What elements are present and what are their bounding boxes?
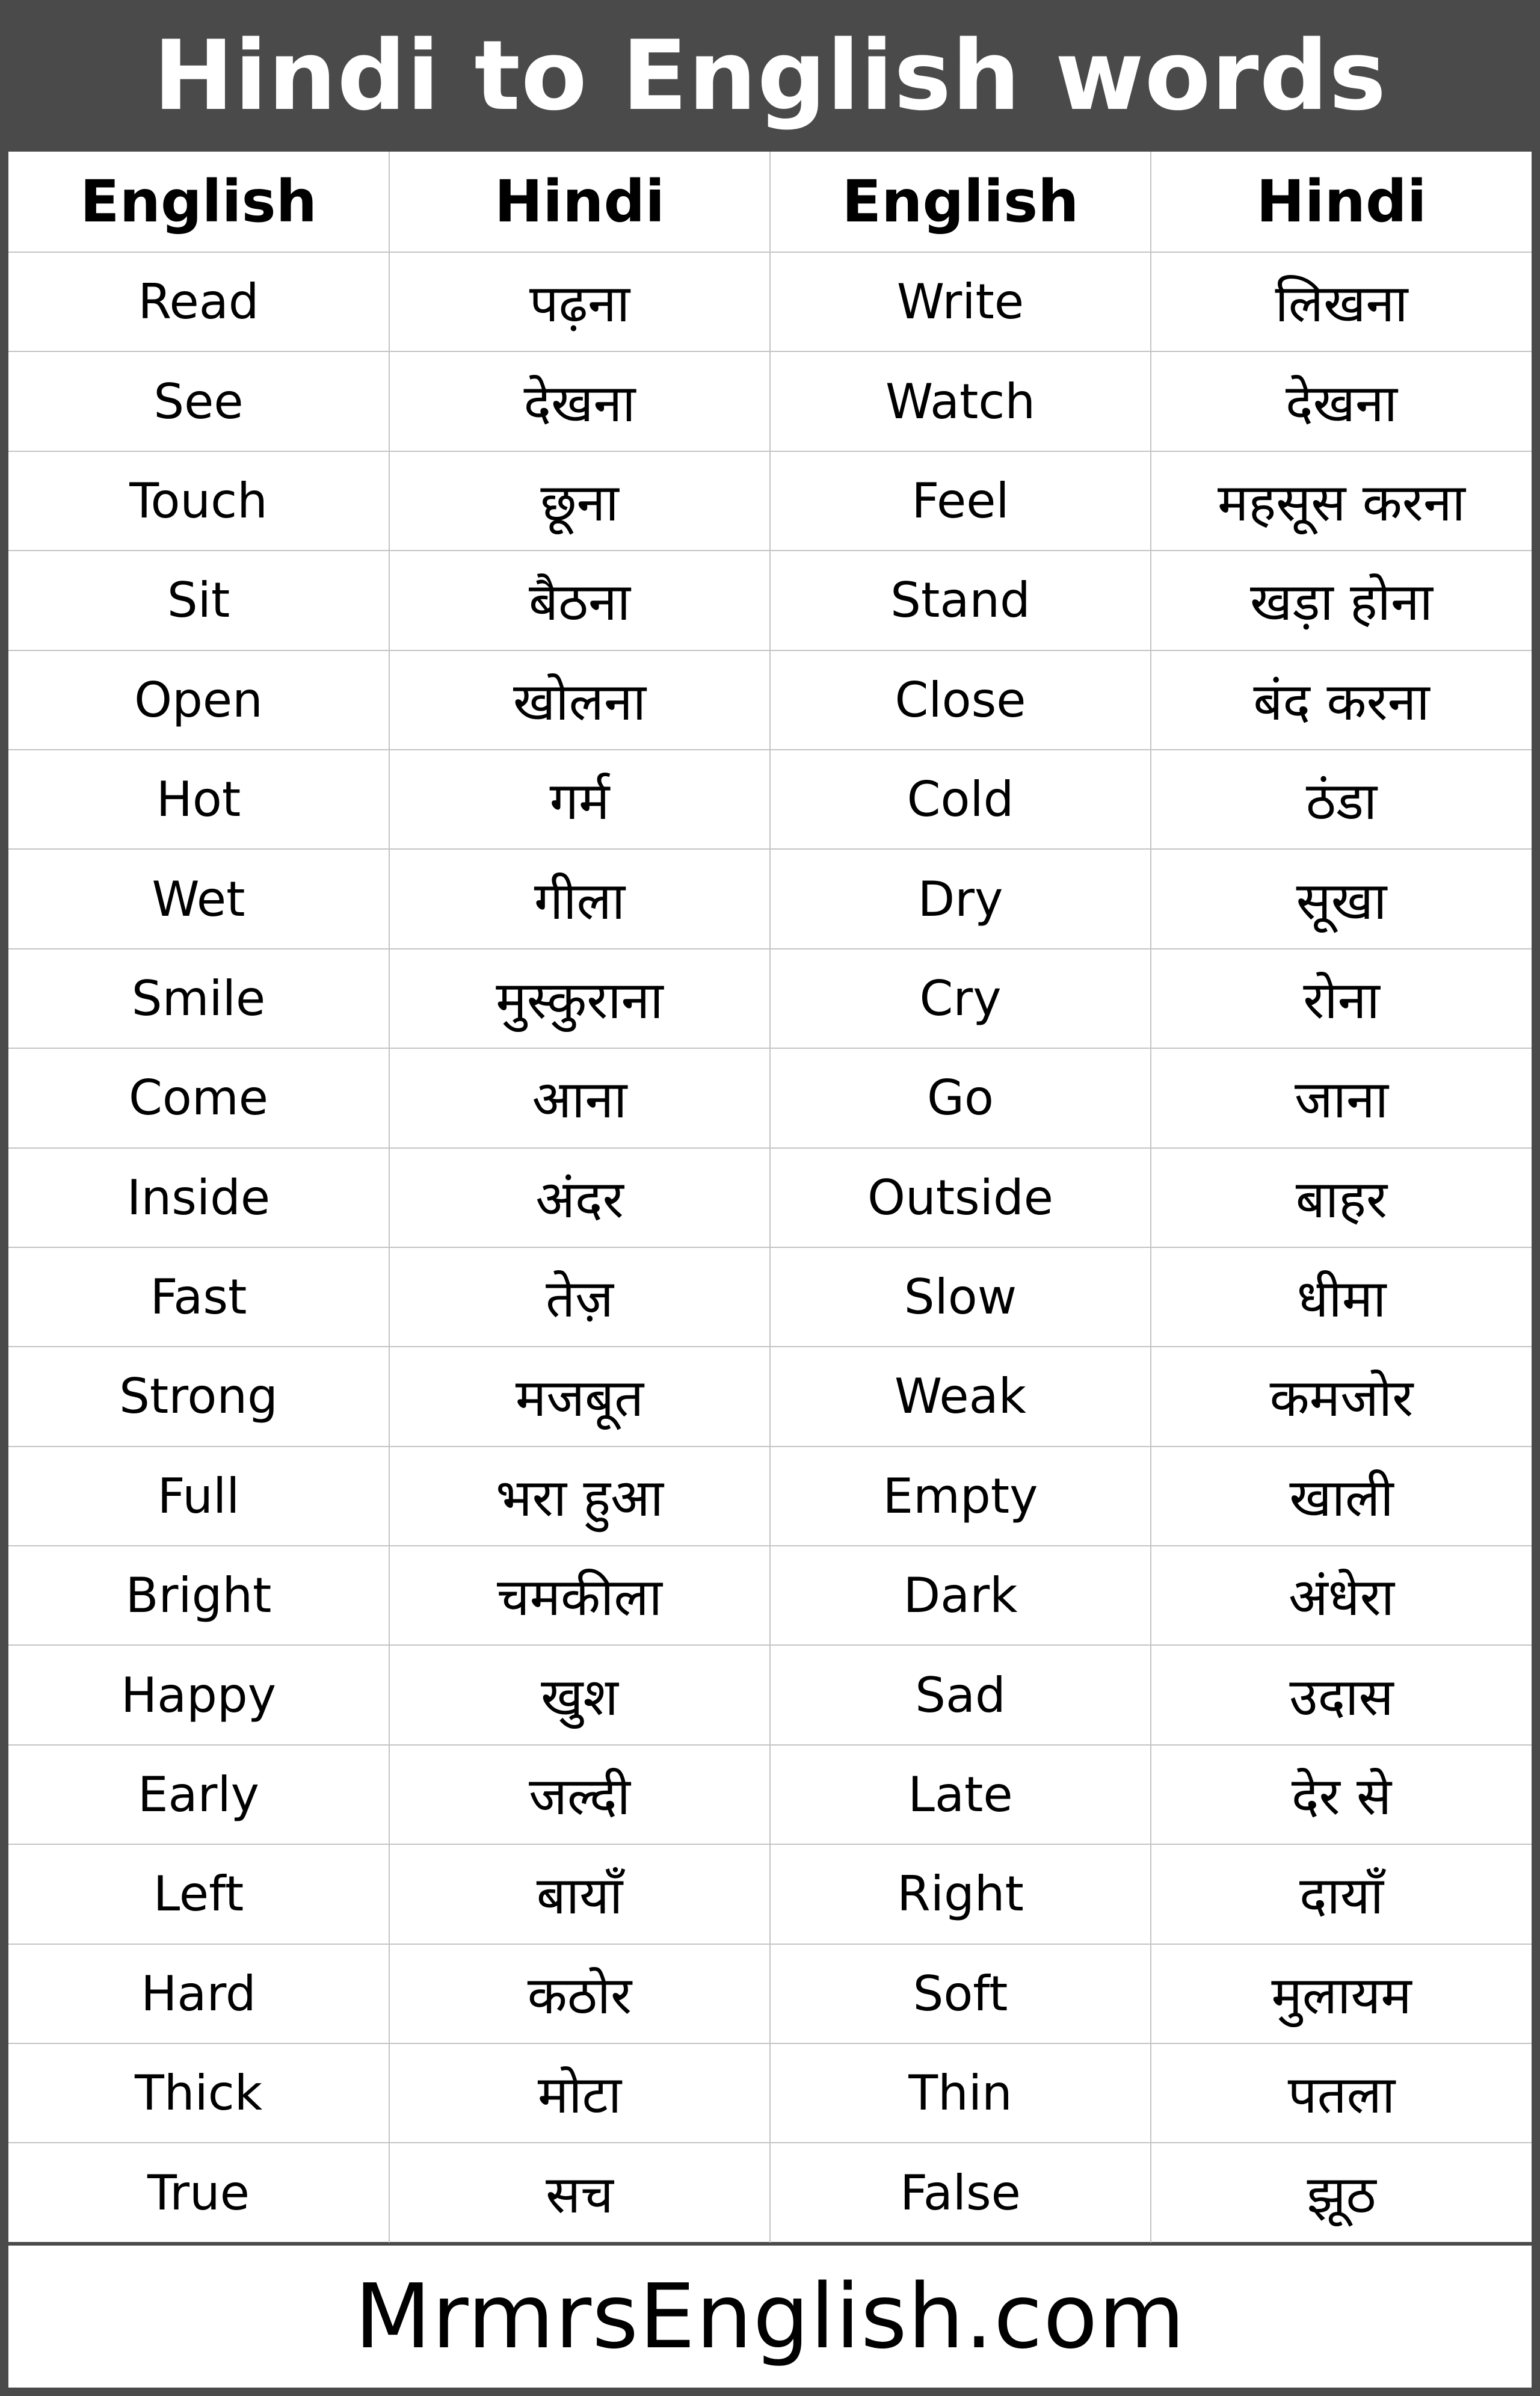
english-word-cell: Stand — [770, 551, 1151, 650]
table-row — [8, 252, 1532, 351]
english-word-cell: Right — [770, 1844, 1151, 1944]
hindi-word-cell: अंधेरा — [1151, 1546, 1532, 1645]
english-word-cell: Write — [770, 252, 1151, 351]
hindi-word-cell: मोटा — [389, 2043, 770, 2143]
hindi-word-cell: सच — [389, 2143, 770, 2242]
table-row — [8, 451, 1532, 551]
english-word-cell: Go — [770, 1048, 1151, 1147]
hindi-word-cell: तेज़ — [389, 1247, 770, 1347]
english-word-cell: Strong — [8, 1347, 389, 1446]
table-row — [8, 1844, 1532, 1944]
table-row — [8, 1645, 1532, 1744]
table-row — [8, 1745, 1532, 1844]
english-word-cell: See — [8, 351, 389, 451]
hindi-word-cell: खाली — [1151, 1447, 1532, 1546]
english-word-cell: Bright — [8, 1546, 389, 1645]
table-row — [8, 650, 1532, 750]
english-word-cell: Thin — [770, 2043, 1151, 2143]
hindi-word-cell: कमजोर — [1151, 1347, 1532, 1446]
hindi-word-cell: देखना — [1151, 351, 1532, 451]
english-word-cell: Smile — [8, 949, 389, 1048]
hindi-word-cell: उदास — [1151, 1645, 1532, 1744]
hindi-word-cell: बायाँ — [389, 1844, 770, 1944]
column-header-english-2: English — [770, 152, 1151, 252]
hindi-word-cell: महसूस करना — [1151, 451, 1532, 551]
english-word-cell: Sit — [8, 551, 389, 650]
english-word-cell: Late — [770, 1745, 1151, 1844]
hindi-word-cell: भरा हुआ — [389, 1447, 770, 1546]
hindi-word-cell: मुलायम — [1151, 1944, 1532, 2043]
word-table — [8, 152, 1532, 2243]
hindi-word-cell: बैठना — [389, 551, 770, 650]
english-word-cell: Full — [8, 1447, 389, 1546]
table-row — [8, 1944, 1532, 2043]
table-row — [8, 1247, 1532, 1347]
table-row — [8, 1347, 1532, 1446]
hindi-word-cell: खड़ा होना — [1151, 551, 1532, 650]
table-row — [8, 1546, 1532, 1645]
english-word-cell: Touch — [8, 451, 389, 551]
english-word-cell: Close — [770, 650, 1151, 750]
english-word-cell: Feel — [770, 451, 1151, 551]
table-row — [8, 1148, 1532, 1247]
hindi-word-cell: दायाँ — [1151, 1844, 1532, 1944]
footer — [8, 2246, 1532, 2388]
table-row — [8, 351, 1532, 451]
table-row — [8, 551, 1532, 650]
hindi-word-cell: चमकीला — [389, 1546, 770, 1645]
english-word-cell: Fast — [8, 1247, 389, 1347]
column-header-hindi-1: Hindi — [389, 152, 770, 252]
website-name: MrmrsEnglish.com — [354, 2265, 1186, 2368]
hindi-word-cell: सूखा — [1151, 849, 1532, 948]
english-word-cell: Cold — [770, 750, 1151, 849]
english-word-cell: Early — [8, 1745, 389, 1844]
hindi-word-cell: कठोर — [389, 1944, 770, 2043]
hindi-word-cell: गर्म — [389, 750, 770, 849]
hindi-word-cell: ठंडा — [1151, 750, 1532, 849]
hindi-word-cell: जल्दी — [389, 1745, 770, 1844]
table-body — [8, 252, 1532, 2243]
english-word-cell: Weak — [770, 1347, 1151, 1446]
hindi-word-cell: छूना — [389, 451, 770, 551]
hindi-word-cell: आना — [389, 1048, 770, 1147]
english-word-cell: Read — [8, 252, 389, 351]
english-word-cell: Hot — [8, 750, 389, 849]
english-word-cell: Open — [8, 650, 389, 750]
page-title: Hindi to English words — [153, 19, 1387, 132]
english-word-cell: True — [8, 2143, 389, 2242]
english-word-cell: Wet — [8, 849, 389, 948]
header-row — [8, 152, 1532, 252]
hindi-word-cell: जाना — [1151, 1048, 1532, 1147]
english-word-cell: Watch — [770, 351, 1151, 451]
title-banner — [0, 0, 1540, 152]
english-word-cell: Slow — [770, 1247, 1151, 1347]
english-word-cell: Soft — [770, 1944, 1151, 2043]
english-word-cell: Come — [8, 1048, 389, 1147]
hindi-word-cell: लिखना — [1151, 252, 1532, 351]
hindi-word-cell: झूठ — [1151, 2143, 1532, 2242]
english-word-cell: False — [770, 2143, 1151, 2242]
hindi-word-cell: पढ़ना — [389, 252, 770, 351]
hindi-word-cell: खुश — [389, 1645, 770, 1744]
english-word-cell: Outside — [770, 1148, 1151, 1247]
table-row — [8, 1447, 1532, 1546]
table-row — [8, 2043, 1532, 2143]
english-word-cell: Cry — [770, 949, 1151, 1048]
hindi-word-cell: मुस्कुराना — [389, 949, 770, 1048]
column-header-hindi-2: Hindi — [1151, 152, 1532, 252]
english-word-cell: Dark — [770, 1546, 1151, 1645]
column-header-english-1: English — [8, 152, 389, 252]
table-row — [8, 750, 1532, 849]
hindi-word-cell: बाहर — [1151, 1148, 1532, 1247]
table-row — [8, 2143, 1532, 2242]
english-word-cell: Thick — [8, 2043, 389, 2143]
hindi-word-cell: खोलना — [389, 650, 770, 750]
hindi-word-cell: देखना — [389, 351, 770, 451]
hindi-word-cell: गीला — [389, 849, 770, 948]
english-word-cell: Empty — [770, 1447, 1151, 1546]
table-row — [8, 949, 1532, 1048]
hindi-word-cell: बंद करना — [1151, 650, 1532, 750]
english-word-cell: Dry — [770, 849, 1151, 948]
english-word-cell: Hard — [8, 1944, 389, 2043]
table-row — [8, 849, 1532, 948]
english-word-cell: Happy — [8, 1645, 389, 1744]
hindi-word-cell: देर से — [1151, 1745, 1532, 1844]
hindi-word-cell: मजबूत — [389, 1347, 770, 1446]
table-row — [8, 1048, 1532, 1147]
hindi-word-cell: रोना — [1151, 949, 1532, 1048]
english-word-cell: Inside — [8, 1148, 389, 1247]
word-table-container — [8, 152, 1532, 2242]
hindi-word-cell: अंदर — [389, 1148, 770, 1247]
english-word-cell: Left — [8, 1844, 389, 1944]
hindi-word-cell: पतला — [1151, 2043, 1532, 2143]
english-word-cell: Sad — [770, 1645, 1151, 1744]
hindi-word-cell: धीमा — [1151, 1247, 1532, 1347]
